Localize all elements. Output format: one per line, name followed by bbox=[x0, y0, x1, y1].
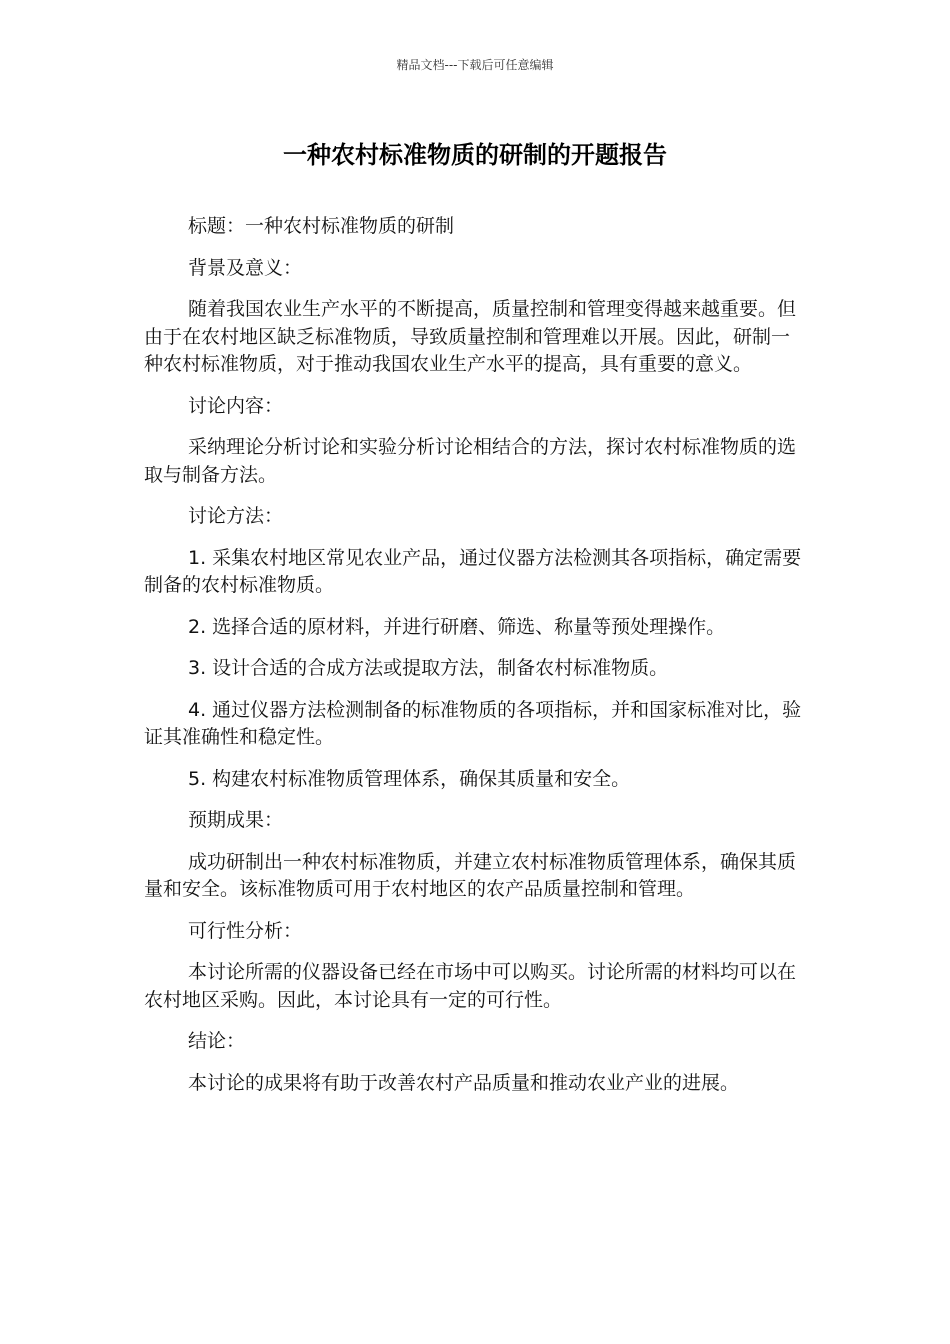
section-heading-content: 讨论内容： bbox=[188, 394, 284, 417]
feasibility-paragraph: 本讨论所需的仪器设备已经在市场中可以购买。讨论所需的材料均可以在农村地区采购。因此，本讨论具有一定的可行性。 bbox=[144, 961, 797, 1011]
title-line: 标题：一种农村标准物质的研制 bbox=[188, 215, 455, 237]
section-heading-feasibility: 可行性分析： bbox=[188, 919, 303, 942]
document-title: 一种农村标准物质的研制的开题报告 bbox=[283, 141, 667, 169]
method-item-5: 5. 构建农村标准物质管理体系，确保其质量和安全。 bbox=[188, 767, 631, 790]
document-body bbox=[144, 213, 804, 1111]
method-item-1: 1. 采集农村地区常见农业产品，通过仪器方法检测其各项指标，确定需要制备的农村标准物质。 bbox=[144, 546, 802, 596]
section-heading-expected-results: 预期成果： bbox=[188, 809, 284, 831]
method-item-3: 3. 设计合适的合成方法或提取方法，制备农村标准物质。 bbox=[188, 657, 669, 679]
method-item-4: 4. 通过仪器方法检测制备的标准物质的各项指标，并和国家标准对比，验证其准确性和稳定性。 bbox=[144, 698, 802, 748]
section-heading-background: 背景及意义： bbox=[188, 256, 303, 279]
expected-results-paragraph: 成功研制出一种农村标准物质，并建立农村标准物质管理体系，确保其质量和安全。该标准物质可用于农村地区的农产品质量控制和管理。 bbox=[144, 850, 797, 900]
background-paragraph: 随着我国农业生产水平的不断提高，质量控制和管理变得越来越重要。但由于在农村地区缺乏标准物质，导致质量控制和管理难以开展。因此，研制一种农村标准物质，对于推动我国农业生产水平的提高，具有重要的意义。 bbox=[144, 298, 797, 375]
conclusion-paragraph: 本讨论的成果将有助于改善农村产品质量和推动农业产业的进展。 bbox=[188, 1071, 740, 1094]
section-heading-methods: 讨论方法： bbox=[188, 505, 284, 527]
section-heading-conclusion: 结论： bbox=[188, 1030, 246, 1052]
page-header-note: 精品文档---下载后可任意编辑 bbox=[396, 58, 554, 72]
content-paragraph: 采纳理论分析讨论和实验分析讨论相结合的方法，探讨农村标准物质的选取与制备方法。 bbox=[144, 436, 797, 486]
method-item-2: 2. 选择合适的原材料，并进行研磨、筛选、称量等预处理操作。 bbox=[188, 615, 726, 638]
